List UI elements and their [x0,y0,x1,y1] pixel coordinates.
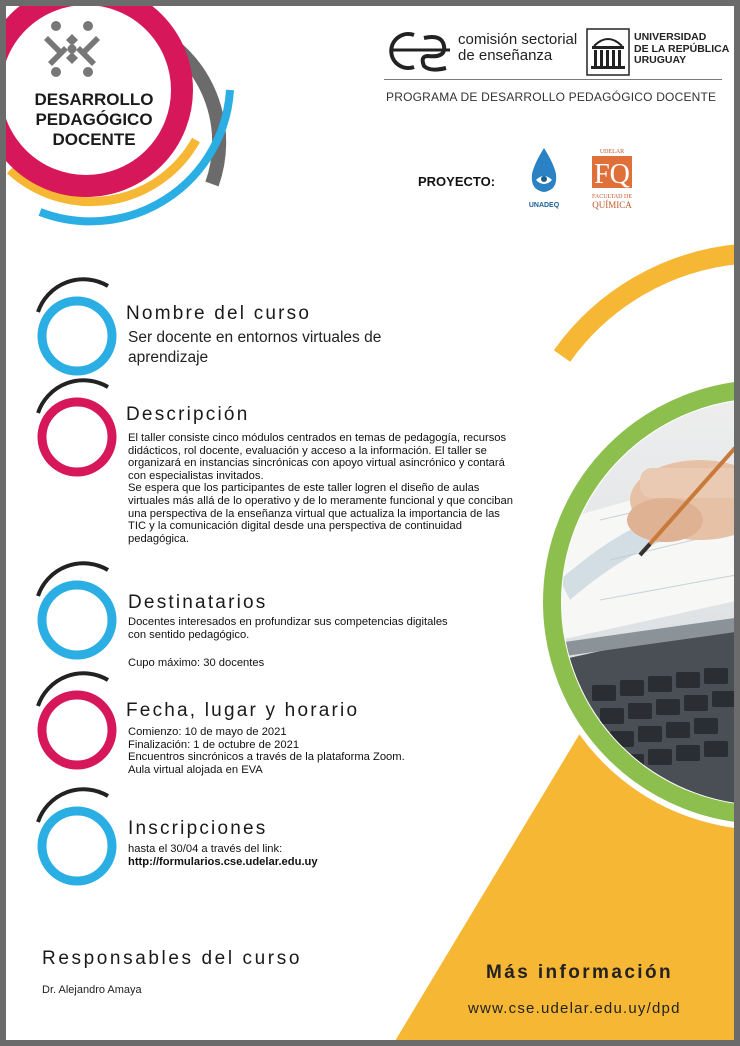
descripcion-body [128,432,514,545]
cse-logo [384,28,454,79]
cse-line2: de enseñanza [458,47,553,64]
fecha-encuentros: Encuentros sincrónicos a través de la plataforma Zoom. [128,751,405,764]
udelar-logo [586,28,630,81]
header-divider [384,79,722,80]
university-line2: DE LA REPÚBLICA [634,42,730,55]
course-name: Ser docente en entornos virtuales de aprendizaje [128,329,382,366]
program-name: PROGRAMA DE DESARROLLO PEDAGÓGICO DOCENTE [386,90,717,104]
mas-info-url[interactable]: www.cse.udelar.edu.uy/dpd [468,1000,681,1017]
responsable-name: Dr. Alejandro Amaya [42,984,142,996]
ring-icon-inscripciones [38,789,112,881]
university-building-icon [586,28,630,76]
yellow-arc [562,254,740,356]
nombre-title: Nombre del curso [126,303,312,324]
mas-info-title: Más información [486,962,673,983]
fecha-comienzo: Comienzo: 10 de mayo de 2021 [128,726,287,738]
cse-line1: comisión sectorial [458,31,578,48]
fecha-title: Fecha, lugar y horario [126,700,360,721]
cse-name [458,32,577,64]
responsables-title: Responsables del curso [42,948,302,969]
inscripciones-link[interactable]: http://formularios.cse.udelar.edu.uy [128,855,318,868]
fq-logo-line1: FACULTAD DE [591,194,633,200]
descripcion-p2: Se espera que los participantes de este taller logren el diseño de aulas virtuales más allá de lo operativo y de lo meramente funcional y que conciban una perspectiva de la enseñanza virtual que actualiza la importancia de las [128,482,513,520]
fq-monogram-icon [589,146,635,212]
cupo-text: Cupo máximo: 30 docentes [128,657,265,670]
people-icon [44,21,100,77]
dpd-title: DESARROLLO PEDAGÓGICO DOCENTE [34,90,154,149]
descripcion-p3: TIC y la comunicación digital desde una perspectiva de continuidad pedagógica. [128,520,462,545]
fq-logo-top: UDELAR [599,149,625,155]
destinatarios-text: Docentes interesados en profundizar sus competencias digitales con sentido pedagógico. [128,616,448,641]
unadeq-logo [524,146,564,217]
inscripciones-deadline: hasta el 30/04 a través del link: [128,843,283,855]
destinatarios-body [128,616,468,670]
descripcion-p1: El taller consiste cinco módulos centrados en temas de pedagogía, recursos didácticos, rol docente, evaluación y acceso a la información. El taller se organizará en instancias sincrónicas con apoyo virtual asincrónico y contará con especialistas invitados. [128,432,507,482]
fecha-aula: Aula virtual alojada en EVA [128,763,263,776]
unadeq-drop-icon [524,146,564,212]
ring-icon-fecha [38,673,112,765]
university-line1: UNIVERSIDAD [634,31,707,43]
inscripciones-title: Inscripciones [128,818,268,839]
inscripciones-body [128,843,468,868]
unadeq-logo-text: UNADEQ [528,202,560,209]
ring-icon-destinatarios [38,563,112,655]
university-line3: URUGUAY [634,54,687,66]
ring-icon-descripcion [38,380,112,472]
fq-logo [589,146,635,217]
fq-logo-line2: QUÍMICA [592,200,632,210]
ring-icon-nombre [38,279,112,371]
fecha-body [128,726,468,776]
destinatarios-title: Destinatarios [128,592,268,613]
descripcion-title: Descripción [126,404,250,425]
cse-logo-icon [384,28,454,74]
university-name [634,32,729,67]
project-label: PROYECTO: [418,174,496,189]
fq-logo-monogram: FQ [594,159,630,190]
fecha-finalizacion: Finalización: 1 de octubre de 2021 [128,738,300,751]
